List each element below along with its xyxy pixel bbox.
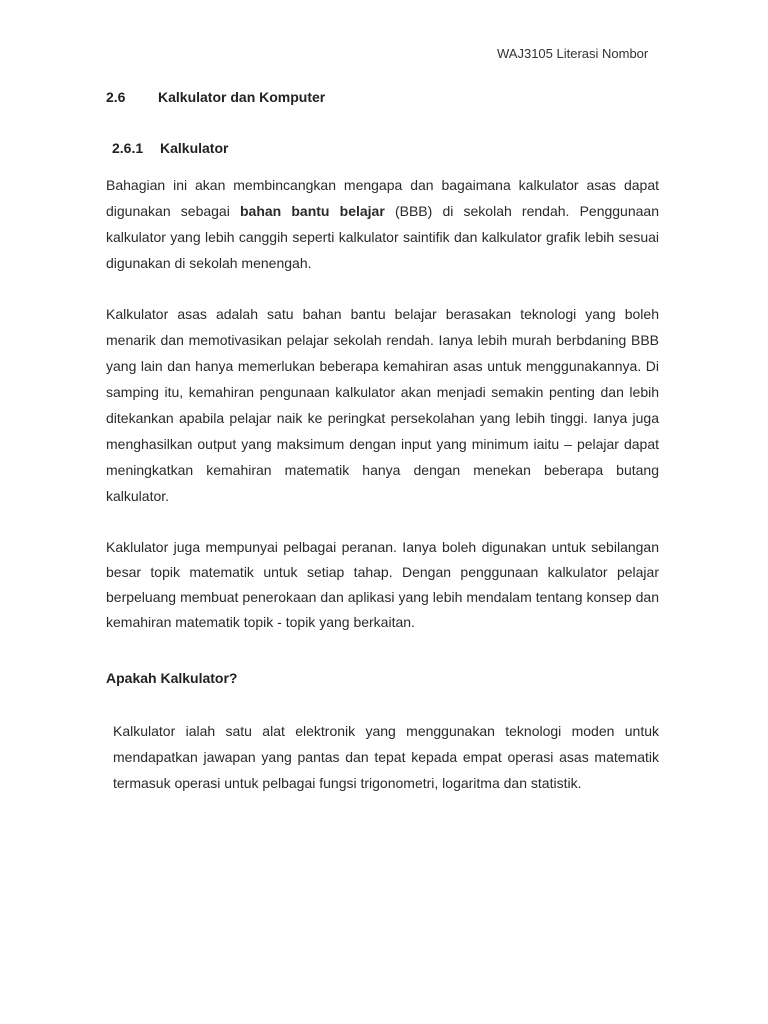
section-heading [106, 89, 325, 105]
paragraph-intro-text-1: Bahagian ini akan membincangkan mengapa dan bagaimana kalkulator asas dapat digunakan sebagai [106, 177, 659, 219]
subsection-heading [112, 140, 228, 156]
paragraph-calculator-roles: Kaklulator juga mempunyai pelbagai peranan. Ianya boleh digunakan untuk sebilangan besar topik matematik untuk setiap tahap. Dengan penggunaan kalkulator pelajar berpeluang membuat penerokaan dan aplikasi yang lebih mendalam tentang konsep dan kemahiran matematik topik - topik yang berkaitan. [106, 539, 659, 630]
paragraph-intro-text-2: (BBB) di sekolah rendah. Penggunaan kalkulator yang lebih canggih seperti kalkulator saintifik dan kalkulator grafik lebih sesuai digunakan di sekolah menengah. [106, 203, 659, 271]
section-number: 2.6 [106, 89, 126, 105]
paragraph-basic-calculator: Kalkulator asas adalah satu bahan bantu belajar berasakan teknologi yang boleh menarik dan memotivasikan pelajar sekolah rendah. Ianya lebih murah berbdaning BBB yang lain dan hanya memerlukan beberapa kemahiran asas untuk menggunakannya. Di samping itu, kemahiran pengunaan kalkulator akan menjadi semakin penting dan lebih ditekankan apabila pelajar naik ke peringkat persekolahan yang lebih tinggi. Ianya juga menghasilkan output yang maksimum dengan input yang minimum iaitu – pelajar dapat meningkatkan kemahiran matematik hanya dengan menekan beberapa butang kalkulator. [106, 306, 659, 504]
paragraph-intro-bold-term: bahan bantu belajar [239, 203, 385, 219]
subsection-number: 2.6.1 [112, 140, 144, 156]
running-header: WAJ3105 Literasi Nombor [497, 46, 649, 61]
question-heading: Apakah Kalkulator? [106, 670, 238, 686]
paragraph-intro [106, 172, 659, 276]
question-answer: Kalkulator ialah satu alat elektronik yang menggunakan teknologi moden untuk mendapatkan jawapan yang pantas dan tepat kepada empat operasi asas matematik termasuk operasi untuk pelbagai fungsi trigonometri, logaritma dan statistik. [113, 723, 659, 791]
section-title: Kalkulator dan Komputer [158, 89, 326, 105]
subsection-title: Kalkulator [160, 140, 229, 156]
